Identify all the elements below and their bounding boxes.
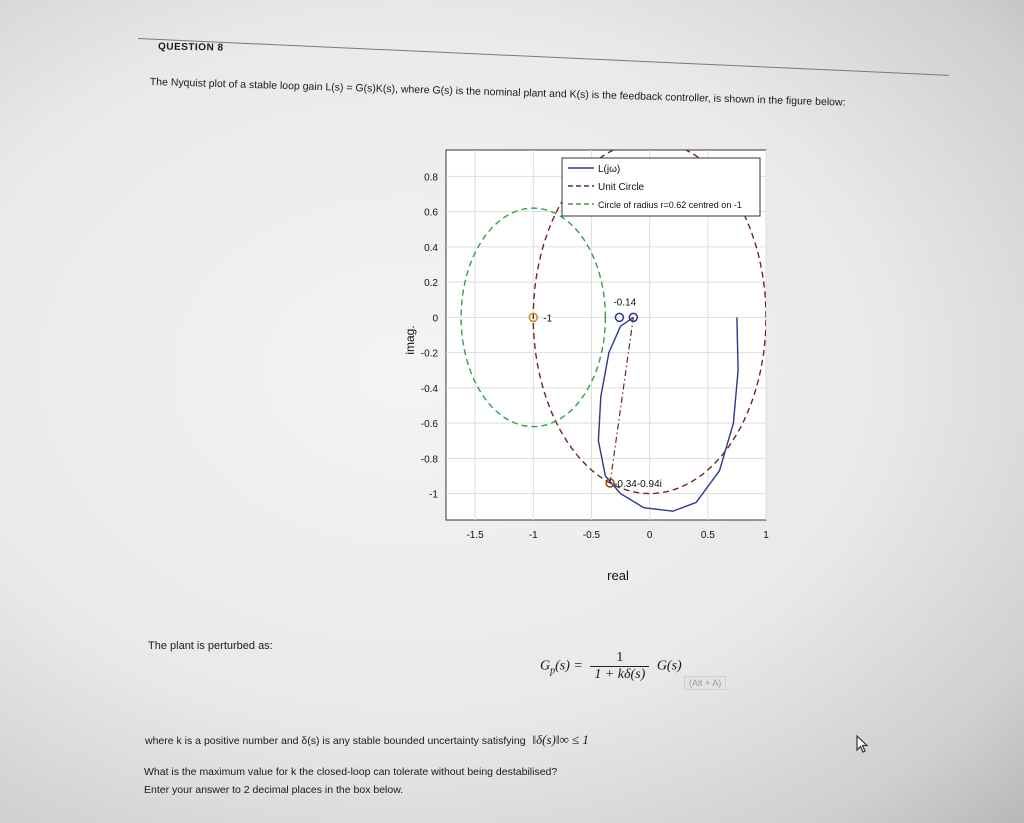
question-intro: The Nyquist plot of a stable loop gain L(s) = G(s)K(s), where G(s) is the nominal plant and K(s) is the feedback controller, is shown in the figure below: (149, 76, 846, 109)
ime-hint: (Alt + A) (684, 676, 726, 690)
y-tick-label: -0.8 (420, 454, 438, 466)
question-text: What is the maximum value for k the closed-loop can tolerate without being destabilised? (144, 766, 558, 778)
annotation-label: -1 (543, 313, 553, 325)
y-tick-label: 0.6 (424, 207, 438, 219)
y-tick-label: 0.8 (424, 172, 438, 184)
x-tick-label: 1 (763, 530, 769, 541)
eq-numerator: 1 (590, 650, 649, 667)
norm-condition: ‖δ(s)‖∞ ≤ 1 (532, 732, 589, 747)
y-tick-label: -0.2 (420, 348, 438, 360)
x-tick-label: -1 (528, 530, 538, 541)
y-axis-label: imag. (403, 325, 417, 355)
y-tick-label: -0.4 (420, 383, 438, 395)
plant-text: The plant is perturbed as: (148, 640, 273, 652)
eq-lhs: G (540, 658, 551, 674)
perturbed-plant-equation (540, 650, 682, 683)
legend-entry-l: L(jω) (598, 164, 621, 175)
eq-fraction (590, 650, 649, 683)
question-header: QUESTION 8 (157, 41, 224, 54)
x-tick-label: 0.5 (700, 530, 715, 541)
y-tick-label: -0.6 (420, 419, 438, 431)
legend-entry-unit: Unit Circle (598, 182, 645, 193)
nyquist-plot (400, 140, 780, 590)
eq-denominator: 1 + kδ(s) (594, 667, 646, 682)
where-text (145, 732, 589, 748)
where-sentence: where k is a positive number and δ(s) is any stable bounded uncertainty satisfying (145, 735, 526, 747)
y-tick-label: 0.2 (424, 278, 438, 290)
header-rule (138, 38, 949, 76)
y-tick-label: 0.4 (424, 242, 438, 254)
y-tick-label: -1 (429, 489, 438, 501)
plot-legend (562, 158, 760, 216)
annotation-label: -0.14 (613, 297, 637, 309)
eq-lhs-sub: p (550, 665, 556, 677)
x-tick-label: -1.5 (466, 530, 484, 541)
mouse-cursor-icon (855, 735, 871, 755)
x-tick-label: -0.5 (582, 530, 601, 541)
x-tick-label: 0 (646, 530, 653, 541)
eq-lhs-arg: (s) = (555, 658, 583, 674)
legend-entry-green: Circle of radius r=0.62 centred on -1 (598, 200, 742, 210)
eq-rhs: G(s) (656, 658, 682, 674)
answer-instruction: Enter your answer to 2 decimal places in the box below. (144, 784, 404, 796)
y-tick-label: 0 (432, 313, 438, 325)
annotation-label: -0.34-0.94i (614, 479, 662, 490)
x-axis-label: real (607, 568, 629, 583)
